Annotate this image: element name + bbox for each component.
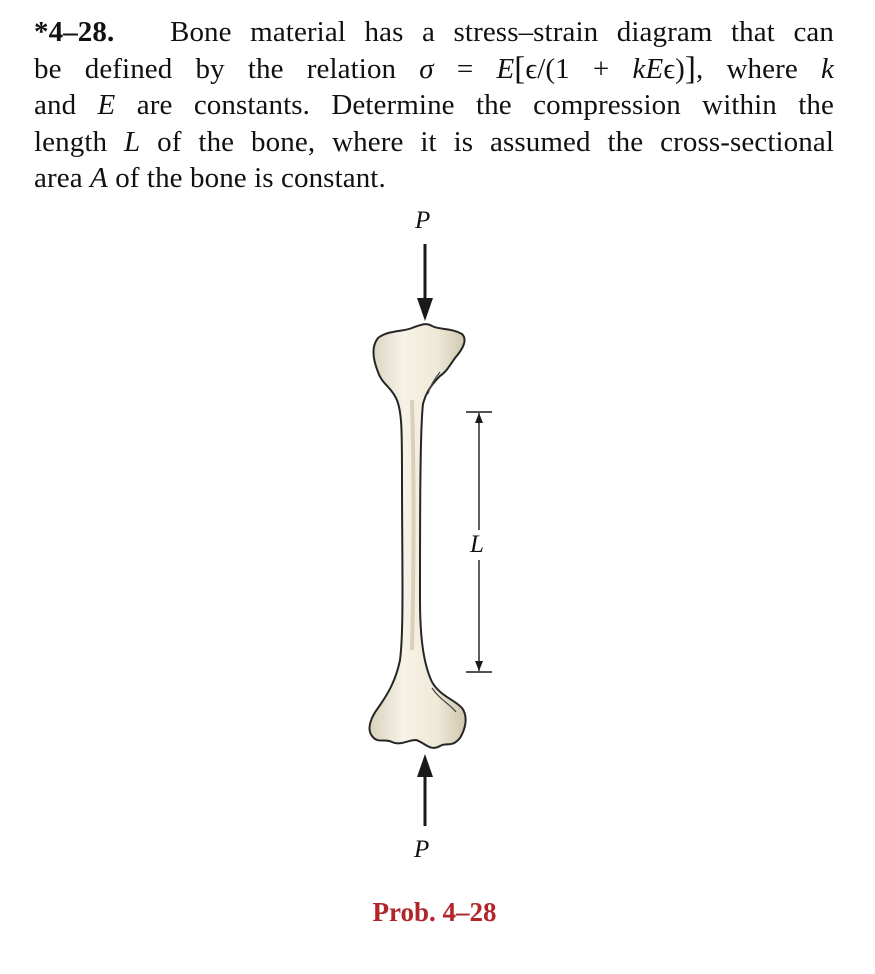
top-load-arrow (417, 244, 433, 321)
dimension-arrow-down (475, 661, 483, 671)
kE-symbol: kE (632, 52, 664, 85)
figure-caption-text: Prob. 4–28 (372, 897, 497, 927)
problem-line-2-post: , where (696, 52, 822, 85)
problem-line-5-pre: area (34, 162, 91, 194)
problem-number: *4–28. (34, 16, 115, 48)
strain-symbol: ϵ (525, 52, 538, 85)
bracket-open: [ (514, 50, 526, 87)
bracket-close: ] (684, 50, 697, 87)
modulus-symbol-2: E (97, 89, 116, 121)
sigma-symbol: σ (419, 52, 434, 85)
strain-symbol-2: ϵ (663, 52, 676, 85)
figure-caption (0, 897, 875, 928)
top-arrow-head (417, 298, 433, 321)
problem-line-3-rest: are constants. Determine the compression within the (115, 89, 834, 121)
k-symbol: k (821, 52, 834, 85)
equals-sign: = (433, 52, 497, 85)
problem-line-4-rest: of the bone, where it is assumed the cross-sectional (140, 125, 834, 158)
problem-line-1-text: Bone material has a stress–strain diagram that can (170, 16, 834, 48)
bottom-load-label: P (414, 836, 430, 863)
problem-line-2-pre: be defined by the relation (34, 52, 420, 85)
dimension-arrow-up (475, 413, 483, 423)
fraction-text: /(1 + (537, 52, 633, 85)
close-paren: ) (675, 52, 685, 85)
problem-line-5-rest: of the bone is constant. (107, 162, 386, 194)
problem-line-3-and: and (34, 89, 98, 121)
top-load-label: P (415, 207, 431, 234)
bottom-load-arrow (417, 754, 433, 826)
bottom-arrow-head (417, 754, 433, 777)
bone-shading (412, 400, 414, 650)
length-symbol: L (124, 125, 141, 158)
length-label: L (470, 531, 484, 558)
area-symbol: A (90, 162, 108, 194)
modulus-symbol: E (496, 52, 515, 85)
problem-line-4-pre: length (34, 125, 124, 158)
bone-shape (370, 324, 466, 748)
